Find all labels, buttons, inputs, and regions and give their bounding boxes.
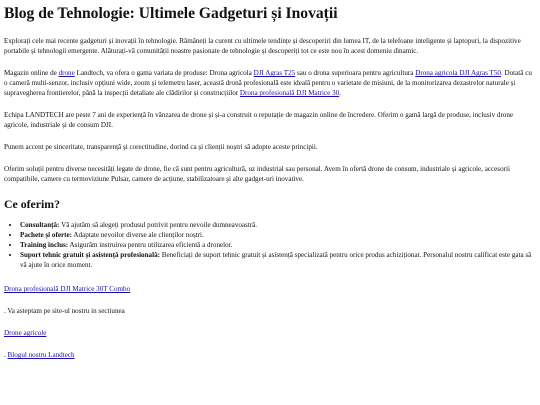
experience-paragraph: Echipa LANDTECH are peste 7 ani de experiență în vânzarea de drone și și-a construit o reputație de magazin online de încredere. Oferim o gamă largă de produse, inclusiv drone agricole, industriale și de consum DJI. [4,111,514,130]
products-text-5: . [339,89,341,98]
offer-text: Adaptate nevoilor diverse ale clienților noștri. [72,230,204,239]
blog-link[interactable]: Blogul nostru Landtech [7,351,75,360]
list-item [20,230,536,240]
offers-list [4,220,536,270]
matrice-30t-combo-link[interactable]: Drona profesională DJI Matrice 30T Combo [4,285,131,294]
matrice-30-link[interactable]: Drona profesională DJI Matrice 30 [239,89,340,98]
offer-text: Beneficiați de suport tehnic gratuit și asistență specializată pentru orice produs achiziționat. Personalul nostru calificat este gata să vă ajute în orice moment. [20,250,532,269]
page-title: Blog de Tehnologie: Ultimele Gadgeturi și Inovații [4,5,338,22]
products-paragraph [4,68,536,98]
matrice-combo-paragraph [4,284,536,294]
agras-t25-link[interactable]: DJI Agras T25 [253,69,296,78]
list-item [20,240,536,250]
products-text-4: . Dotată cu o cameră multi-senzor, inclusiv opțiuni wide, zoom și telemetru laser, această dronă profesională este ideală pentru o varietate de misiuni, de la monitorizarea dezastrelor naturale și supravegherea frontierelor, până la inspecții detaliate ale clădirilor și construcțiilor [4,69,532,98]
blog-prefix: . [4,351,8,360]
offer-text: Asigurăm instruirea pentru utilizarea eficientă a dronelor. [68,240,233,249]
products-text-1: Magazin online de [4,69,59,78]
products-text-2: Landtech, va ofera o gama variata de produse: Drona agricola [74,69,254,78]
offer-label: Training inclus: [20,240,69,249]
drone-agricole-link[interactable]: Drone agricole [4,329,47,338]
agras-t50-link[interactable]: Drona agricola DJI Agras T50 [415,69,501,78]
intro-paragraph: Explorați cele mai recente gadgeturi și inovații în tehnologie. Rămâneți la curent cu ultimele tendințe și descoperiri din lumea IT, de la telefoane inteligente și laptopuri, la dispozitive portabile și tehnologii emergente. Alăturați-vă comunității noastre pasionate de tehnologie și descoperiți tot ce este nou în acest domeniu dinamic. [4,36,521,55]
drone-agricole-paragraph [4,328,536,338]
offer-text: Vă ajutăm să alegeți produsul potrivit pentru nevoile dumneavoastră. [59,220,258,229]
solutions-paragraph: Oferim soluții pentru diverse necesități legate de drone, fie că sunt pentru agricultură, uz industrial sau personal. Avem în ofertă drone de consum, industriale și agricole, accesorii compatibile, camere cu termoviziune Pulsar, camere de acțiune, stabilizatoare și alte gadget-uri inovative. [4,165,510,184]
products-text-3: sau o drona superioara pentru agricultura [295,69,416,78]
list-item [20,250,536,270]
values-paragraph: Punem accent pe sinceritate, transparență și corectitudine, dorind ca și clienții noștri să adopte aceste principii. [4,143,318,152]
section-title: Ce oferim? [4,196,61,211]
offer-label: Pachete și oferte: [20,230,72,239]
section-invite-paragraph: . Va asteptam pe site-ul nostru in sectiunea [4,307,125,316]
list-item [20,220,536,230]
blog-paragraph [4,350,536,360]
offer-label: Consultanță: [20,220,60,229]
drone-link[interactable]: drone [58,69,75,78]
offer-label: Suport tehnic gratuit și asistență profesională: [20,250,160,259]
